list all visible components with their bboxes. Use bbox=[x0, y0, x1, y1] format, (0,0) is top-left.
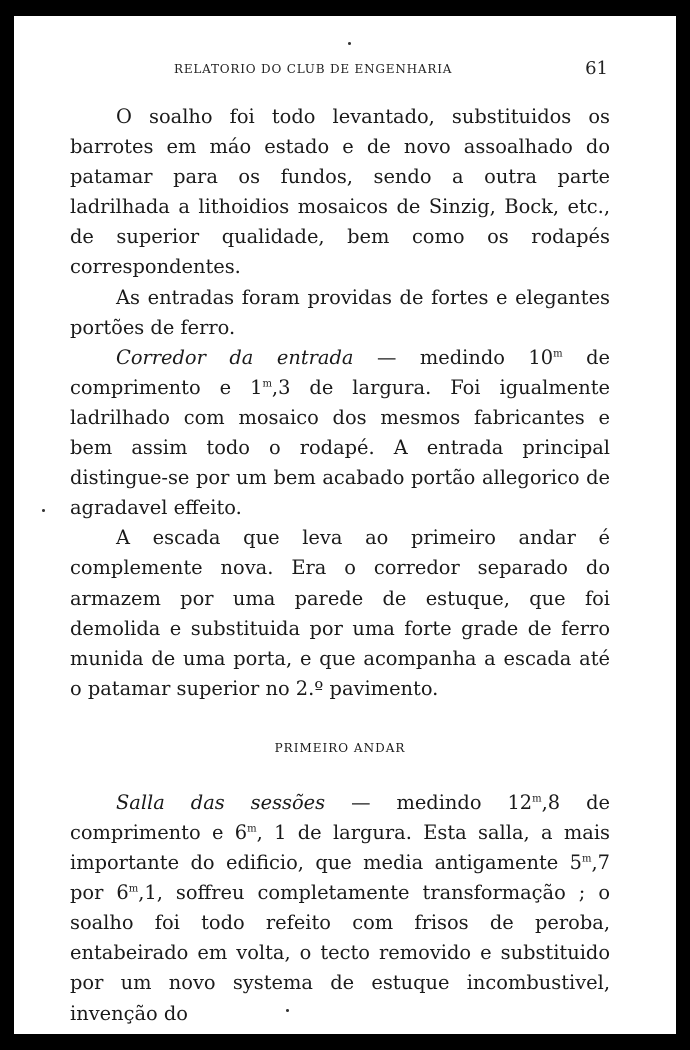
running-header: RELATORIO DO CLUB DE ENGENHARIA bbox=[174, 62, 453, 76]
page-body bbox=[70, 102, 610, 1029]
paragraph-session-room bbox=[70, 788, 610, 1029]
paragraph-entrances: As entradas foram providas de fortes e elegantes portões de ferro. bbox=[70, 285, 610, 339]
book-page bbox=[14, 16, 676, 1034]
session-text-3: , 1 de largura. Esta salla, a mais importante do edificio, que media antigamente 5 bbox=[70, 820, 611, 875]
ink-speck bbox=[42, 509, 45, 512]
paragraph-stairs: A escada que leva ao primeiro andar é complemente nova. Era o corredor separado do armazem por uma parede de estuque, que foi demolida e substituida por uma forte grade de ferro munida de uma porta, e que acompanha a escada até o patamar superior no 2.º pavimento. bbox=[70, 526, 610, 700]
unit-sup: m bbox=[582, 853, 592, 865]
paragraph-floor: O soalho foi todo levantado, substituidos os barrotes em máo estado e de novo assoalhado do patamar para os fundos, sendo a outra parte ladrilhada a lithoidios mosaicos de Sinzig, Bock, etc., de superior qualidade, bem como os rodapés correspondentes. bbox=[70, 105, 610, 279]
session-text-1: — medindo 12 bbox=[325, 790, 533, 814]
ink-speck bbox=[348, 42, 351, 45]
section-heading: PRIMEIRO ANDAR bbox=[274, 740, 406, 755]
unit-sup: m bbox=[532, 793, 542, 805]
unit-sup: m bbox=[553, 348, 563, 360]
page-number: 61 bbox=[585, 58, 608, 79]
ink-speck bbox=[286, 1009, 289, 1012]
corridor-text-1: — medindo 10 bbox=[353, 345, 554, 369]
paragraph-corridor bbox=[70, 343, 610, 524]
corridor-text-3: ,3 de largura. Foi igualmente ladrilhado com mosaico dos mesmos fabricantes e bem assim todo o rodapé. A entrada principal distingue-se por um bem acabado portão allegorico de agradavel effeito. bbox=[70, 375, 610, 520]
session-text-2: ,8 de comprimento e 6 bbox=[70, 790, 610, 844]
session-room-title: Salla das sessões bbox=[116, 790, 326, 814]
unit-sup: m bbox=[247, 823, 257, 835]
session-text-5: ,1, soffreu completamente transformação ; o soalho foi todo refeito com frisos de peroba, entabeirado em volta, o tecto removido e substituido por um novo systema de estuque incombustivel, invenção do bbox=[70, 881, 611, 1025]
unit-sup: m bbox=[128, 883, 139, 895]
unit-sup: m bbox=[262, 378, 272, 390]
corridor-text-2: de comprimento e 1 bbox=[70, 345, 610, 399]
corridor-title: Corredor da entrada bbox=[116, 345, 354, 369]
session-text-4: ,7 por 6 bbox=[70, 851, 610, 905]
